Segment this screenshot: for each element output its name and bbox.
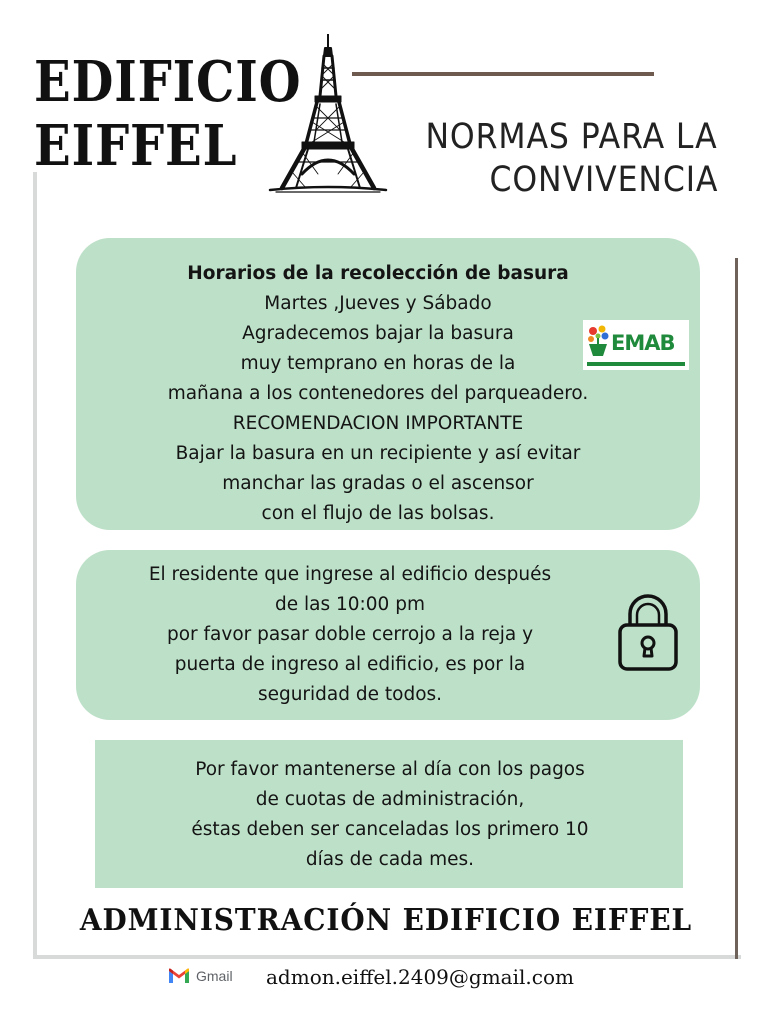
security-notice-line: seguridad de todos.	[257, 684, 443, 705]
gmail-label: Gmail	[196, 968, 233, 984]
garbage-notice-line: Agradecemos bajar la basura	[242, 323, 514, 344]
administration-signature: ADMINISTRACIÓN EDIFICIO EIFFEL	[79, 903, 693, 938]
payments-notice-line: éstas deben ser canceladas los primero 10	[191, 819, 589, 840]
gmail-icon	[168, 968, 190, 984]
garbage-notice-text	[100, 259, 656, 529]
eiffel-tower-icon	[266, 34, 390, 194]
garbage-notice-line: manchar las gradas o el ascensor	[222, 473, 534, 494]
emab-logo-text: EMAB	[611, 331, 675, 355]
header-rule	[352, 72, 654, 76]
building-title-line-2: EIFFEL	[34, 113, 238, 179]
payments-notice-line: de cuotas de administración,	[255, 789, 525, 810]
security-notice-line: puerta de ingreso al edificio, es por la	[174, 654, 526, 675]
building-title-line-1: EDIFICIO	[34, 49, 302, 115]
emab-logo-bar	[587, 362, 685, 366]
garbage-notice-line: Martes ,Jueves y Sábado	[264, 293, 492, 314]
payments-notice-line: días de cada mes.	[305, 849, 475, 870]
emab-flower-icon	[585, 324, 611, 360]
security-notice-line: El residente que ingrese al edificio después	[148, 564, 552, 585]
garbage-notice-line: RECOMENDACION IMPORTANTE	[232, 413, 524, 434]
garbage-notice-line: muy temprano en horas de la	[240, 353, 516, 374]
payments-notice-text	[110, 755, 670, 875]
emab-logo	[583, 320, 689, 370]
contact-email: admon.eiffel.2409@gmail.com	[266, 965, 574, 989]
frame-bottom-border	[33, 955, 741, 959]
subtitle-line-1: NORMAS PARA LA	[425, 117, 718, 157]
frame-left-border	[33, 172, 37, 959]
security-notice-line: de las 10:00 pm	[275, 594, 425, 615]
subtitle-line-2: CONVIVENCIA	[489, 160, 718, 200]
frame-right-border	[735, 258, 738, 959]
lock-icon	[614, 592, 682, 672]
payments-notice-line: Por favor mantenerse al día con los pagos	[195, 759, 585, 780]
garbage-notice-heading: Horarios de la recolección de basura	[187, 263, 569, 284]
garbage-notice-line: con el flujo de las bolsas.	[261, 503, 495, 524]
garbage-notice-line: mañana a los contenedores del parqueadero.	[167, 383, 589, 404]
garbage-notice-line: Bajar la basura en un recipiente y así evitar	[175, 443, 581, 464]
security-notice-text	[90, 560, 610, 710]
security-notice-line: por favor pasar doble cerrojo a la reja y	[166, 624, 534, 645]
